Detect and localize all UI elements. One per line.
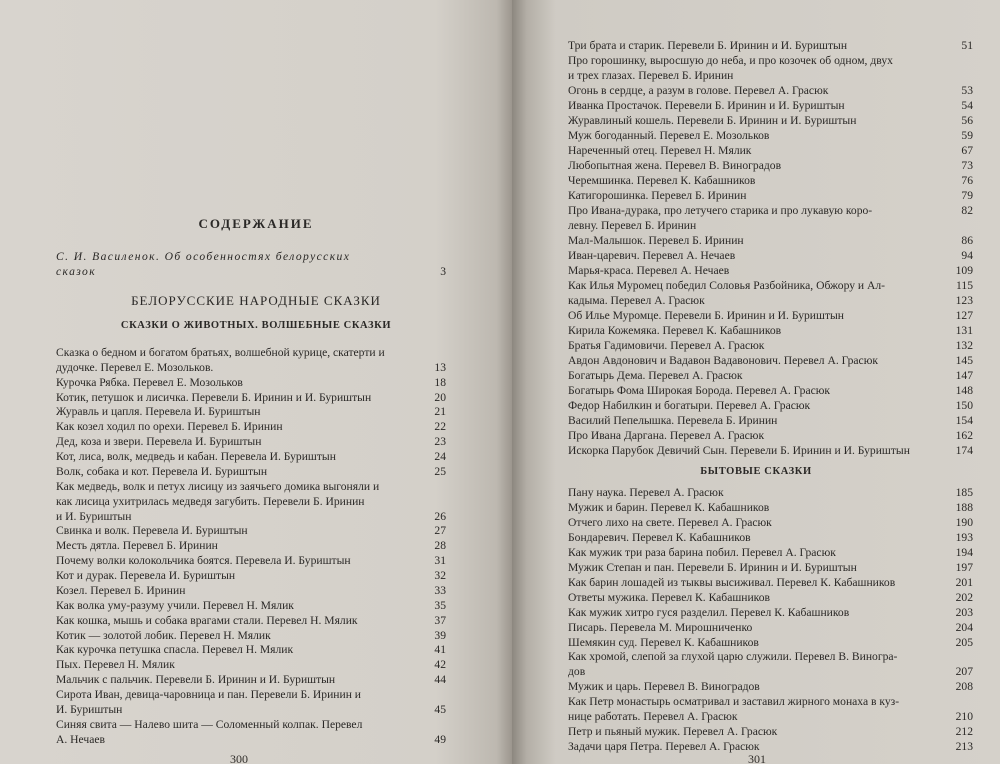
toc-entry-page: 94 xyxy=(961,249,973,262)
toc-entry-title: Три брата и старик. Перевели Б. Иринин и И. Буриштын xyxy=(568,39,848,52)
toc-entry-title: Отчего лихо на свете. Перевел А. Грасюк xyxy=(568,515,772,529)
toc-entry-page: 49 xyxy=(434,732,446,746)
toc-entry-title: дудочке. Перевел Е. Мозольков. xyxy=(56,360,214,374)
toc-entry-page: 145 xyxy=(955,354,973,367)
toc-entry-title: Котик, петушок и лисичка. Перевели Б. Иринин и И. Буриштын xyxy=(56,390,372,404)
toc-entry-page: 203 xyxy=(955,605,973,619)
toc-entry-page: 205 xyxy=(955,635,973,649)
toc-entry-page: 132 xyxy=(955,339,973,352)
toc-entry-title: Кирила Кожемяка. Перевел К. Кабашников xyxy=(568,324,782,337)
toc-entry-page: 123 xyxy=(955,294,973,307)
toc-entry-title: Месть дятла. Перевел Б. Иринин xyxy=(56,539,218,553)
toc-entry-title: Богатырь Фома Широкая Борода. Перевел А. Грасюк xyxy=(568,384,831,397)
toc-entry-title: Писарь. Перевела М. Мирошниченко xyxy=(568,620,753,634)
toc-entry-title: Журавлиный кошель. Перевели Б. Иринин и И. Буриштын xyxy=(568,114,857,127)
toc-entry-title: Авдон Авдонович и Вадавон Вадавонович. Перевел А. Грасюк xyxy=(568,354,878,367)
toc-entry-page: 59 xyxy=(961,129,973,142)
toc-entry-page: 25 xyxy=(434,464,446,478)
toc-entry-title: Богатырь Дема. Перевел А. Грасюк xyxy=(568,369,743,382)
toc-entry-page: 193 xyxy=(955,530,973,544)
toc-entry-page: 82 xyxy=(961,204,973,217)
toc-entry-title: Пану наука. Перевел А. Грасюк xyxy=(568,486,724,499)
toc-entry-title: Журавль и цапля. Перевела И. Буриштын xyxy=(56,405,261,419)
toc-entry-title: Свинка и волк. Перевела И. Буриштын xyxy=(56,524,248,538)
toc-entry-title: Иван-царевич. Перевел А. Нечаев xyxy=(568,249,736,262)
toc-entry-page: 154 xyxy=(955,414,973,427)
toc-entry-title: кадыма. Перевел А. Грасюк xyxy=(568,294,705,307)
section-everyday-tales: БЫТОВЫЕ СКАЗКИ xyxy=(700,466,812,477)
toc-entry-title: Котик — золотой лобик. Перевел Н. Мялик xyxy=(56,628,271,642)
toc-entry-title: Муж богоданный. Перевел Е. Мозольков xyxy=(568,129,770,142)
toc-entry-title: Катигорошинка. Перевел Б. Иринин xyxy=(568,189,747,202)
toc-entry-title: Пых. Перевел Н. Мялик xyxy=(56,658,175,672)
toc-entry-title: Как мужик три раза барина побил. Перевел А. Грасюк xyxy=(568,545,836,559)
toc-entry-page: 147 xyxy=(955,369,973,382)
toc-entry-title: Мужик и барин. Перевел К. Кабашников xyxy=(568,500,770,514)
toc-entry-page: 22 xyxy=(434,420,446,434)
toc-entry-page: 32 xyxy=(434,569,446,583)
toc-entry-page: 162 xyxy=(955,429,973,442)
toc-entry-title: Сказка о бедном и богатом братьях, волшебной курице, скатерти и xyxy=(56,346,385,359)
toc-entry-page: 76 xyxy=(961,174,973,187)
toc-entry-page: 67 xyxy=(961,144,973,157)
toc-entry-title: нице работать. Перевел А. Грасюк xyxy=(568,710,738,724)
toc-entry-title: Кот, лиса, волк, медведь и кабан. Перевела И. Буриштын xyxy=(56,450,336,464)
toc-entry-title: дов xyxy=(568,665,586,679)
toc-entry-page: 20 xyxy=(434,390,446,404)
toc-entry-page: 207 xyxy=(955,665,973,679)
toc-entry-title: Кот и дурак. Перевела И. Буриштын xyxy=(56,569,236,583)
toc-entry-page: 204 xyxy=(955,620,973,634)
toc-entry-title: Мал-Малышок. Перевел Б. Иринин xyxy=(568,234,744,247)
toc-entry-title: Как мужик хитро гуся разделил. Перевел К. Кабашников xyxy=(568,605,850,619)
toc-entry-page: 23 xyxy=(434,435,446,449)
toc-entry-title: Об Илье Муромце. Перевели Б. Иринин и И. Буриштын xyxy=(568,309,845,322)
toc-entry-title: Про Ивана-дурака, про летучего старика и про лукавую коро- xyxy=(568,204,873,217)
toc-entry-title: Волк, собака и кот. Перевела И. Буриштын xyxy=(56,464,268,478)
page-number-right: 301 xyxy=(748,752,766,764)
toc-entry-title: Искорка Парубок Девичий Сын. Перевели Б. Иринин и И. Буриштын xyxy=(568,444,910,457)
toc-entry-title: Нареченный отец. Перевел Н. Мялик xyxy=(568,144,752,157)
toc-entry-page: 202 xyxy=(955,590,973,604)
toc-entry-title: Ответы мужика. Перевел К. Кабашников xyxy=(568,590,770,604)
toc-entry-page: 39 xyxy=(434,628,446,642)
toc-entry-page: 201 xyxy=(955,575,973,589)
page-number-left: 300 xyxy=(230,752,248,764)
toc-entry-title: Любопытная жена. Перевел В. Виноградов xyxy=(568,159,782,172)
toc-entry-page: 35 xyxy=(434,598,446,612)
toc-entry-page: 210 xyxy=(955,710,973,724)
toc-entry-page: 194 xyxy=(955,545,973,559)
toc-entry-title: И. Буриштын xyxy=(56,702,123,716)
toc-entry-title: Как кошка, мышь и собака врагами стали. Перевел Н. Мялик xyxy=(56,613,358,627)
toc-entry-page: 26 xyxy=(434,509,446,523)
toc-entry-page: 197 xyxy=(955,560,973,574)
toc-entry-page: 24 xyxy=(434,450,446,464)
toc-entry-title: Дед, коза и звери. Перевела И. Буриштын xyxy=(56,435,262,449)
toc-entry-title: как лисица ухитрилась медведя загубить. Перевели Б. Иринин xyxy=(56,494,365,508)
toc-entry-title: Черемшинка. Перевел К. Кабашников xyxy=(568,174,756,187)
toc-entry-page: 53 xyxy=(961,84,973,97)
toc-entry-page: 56 xyxy=(961,114,973,127)
section-animal-magic-tales: СКАЗКИ О ЖИВОТНЫХ. ВОЛШЕБНЫЕ СКАЗКИ xyxy=(120,320,392,331)
toc-entry-title: Огонь в сердце, а разум в голове. Перевел А. Грасюк xyxy=(568,84,829,97)
toc-entry-title: Мужик и царь. Перевел В. Виноградов xyxy=(568,680,760,694)
intro-line-2: сказок xyxy=(56,265,97,278)
toc-entry-page: 45 xyxy=(434,702,446,716)
toc-entry-page: 31 xyxy=(434,554,446,568)
toc-entry-page: 109 xyxy=(955,264,973,277)
toc-entry-title: Как медведь, волк и петух лисицу из заячьего домика выгоняли и xyxy=(56,479,380,493)
toc-entry-page: 18 xyxy=(434,375,446,389)
toc-entry-title: Шемякин суд. Перевел К. Кабашников xyxy=(568,635,759,649)
toc-entry-title: Мальчик с пальчик. Перевели Б. Иринин и И. Буриштын xyxy=(56,673,336,687)
toc-entry-page: 131 xyxy=(955,324,973,337)
toc-entry-page: 150 xyxy=(955,399,973,412)
contents-title: СОДЕРЖАНИЕ xyxy=(198,216,314,231)
toc-entry-page: 41 xyxy=(434,643,446,657)
toc-entry-title: Почему волки колокольчика боятся. Перевела И. Буриштын xyxy=(56,554,351,568)
toc-entry-page: 21 xyxy=(434,405,446,419)
toc-entry-title: Задачи царя Петра. Перевел А. Грасюк xyxy=(568,740,760,754)
toc-entry-page: 208 xyxy=(955,680,973,694)
toc-entry-page: 185 xyxy=(955,486,973,499)
toc-entry-page: 33 xyxy=(434,583,446,597)
toc-entry-title: Как волка уму-разуму учили. Перевел Н. Мялик xyxy=(56,598,294,612)
toc-entry-page: 27 xyxy=(434,524,446,538)
toc-entry-title: Как Петр монастырь осматривал и заставил жирного монаха в куз- xyxy=(568,695,900,709)
toc-entry-page: 190 xyxy=(955,515,973,529)
toc-entry-title: Как Илья Муромец победил Соловья Разбойника, Обжору и Ал- xyxy=(568,279,886,292)
toc-entry-title: Василий Пепелышка. Перевела Б. Иринин xyxy=(568,414,778,427)
toc-entry-title: Как хромой, слепой за глухой царю служили. Перевел В. Виногра- xyxy=(568,650,898,664)
toc-entry-page: 44 xyxy=(434,673,446,687)
toc-entry-title: Братья Гадимовичи. Перевел А. Грасюк xyxy=(568,339,765,352)
right-page xyxy=(512,0,1000,764)
toc-entry-page: 42 xyxy=(434,658,446,672)
toc-entry-page: 148 xyxy=(955,384,973,397)
toc-entry-page: 37 xyxy=(434,613,446,627)
toc-entry-title: Как курочка петушка спасла. Перевел Н. Мялик xyxy=(56,643,294,657)
toc-entry-title: Марья-краса. Перевел А. Нечаев xyxy=(568,264,730,277)
toc-entry-title: левну. Перевел Б. Иринин xyxy=(568,219,697,232)
toc-entry-page: 13 xyxy=(434,360,446,374)
toc-entry-page: 86 xyxy=(961,234,973,247)
toc-entry-page: 73 xyxy=(961,159,973,172)
toc-entry-title: Про Ивана Даргана. Перевел А. Грасюк xyxy=(568,429,765,442)
toc-entry-title: Про горошинку, выросшую до неба, и про козочек об одном, двух xyxy=(568,54,893,67)
intro-page-number: 3 xyxy=(440,265,446,278)
intro-line-1: С. И. Василенок. Об особенностях белорусских xyxy=(56,250,351,263)
toc-entry-title: и И. Буриштын xyxy=(56,509,132,523)
toc-entry-title: Козел. Перевел Б. Иринин xyxy=(56,583,186,597)
toc-entry-title: Иванка Простачок. Перевели Б. Иринин и И. Буриштын xyxy=(568,99,845,112)
toc-entry-title: Курочка Рябка. Перевел Е. Мозольков xyxy=(56,375,243,389)
toc-entry-page: 174 xyxy=(955,444,973,457)
toc-entry-title: и трех глазах. Перевел Б. Иринин xyxy=(568,69,734,82)
toc-entry-title: Бондаревич. Перевел К. Кабашников xyxy=(568,530,751,544)
toc-entry-page: 188 xyxy=(955,500,973,514)
toc-entry-title: Федор Набилкин и богатыри. Перевел А. Грасюк xyxy=(568,399,811,412)
toc-entry-title: Сирота Иван, девица-чаровница и пан. Перевели Б. Иринин и xyxy=(56,688,362,701)
toc-entry-page: 115 xyxy=(956,279,973,292)
toc-entry-title: Петр и пьяный мужик. Перевел А. Грасюк xyxy=(568,725,778,739)
toc-entry-title: А. Нечаев xyxy=(56,732,105,746)
section-folk-tales: БЕЛОРУССКИЕ НАРОДНЫЕ СКАЗКИ xyxy=(131,293,381,308)
toc-entry-title: Синяя свита — Налево шита — Соломенный колпак. Перевел xyxy=(56,717,363,731)
toc-entry-page: 51 xyxy=(961,39,973,52)
toc-entry-page: 79 xyxy=(961,189,973,202)
toc-entry-title: Как козел ходил по орехи. Перевел Б. Иринин xyxy=(56,420,283,434)
toc-entry-title: Мужик Степан и пан. Перевели Б. Иринин и И. Буриштын xyxy=(568,560,857,574)
toc-entry-page: 213 xyxy=(955,740,973,754)
toc-entry-title: Как барин лошадей из тыквы высиживал. Перевел К. Кабашников xyxy=(568,575,896,589)
toc-entry-page: 127 xyxy=(955,309,973,322)
toc-entry-page: 212 xyxy=(955,725,973,739)
toc-entry-page: 54 xyxy=(961,99,973,112)
toc-entry-page: 28 xyxy=(434,539,446,553)
